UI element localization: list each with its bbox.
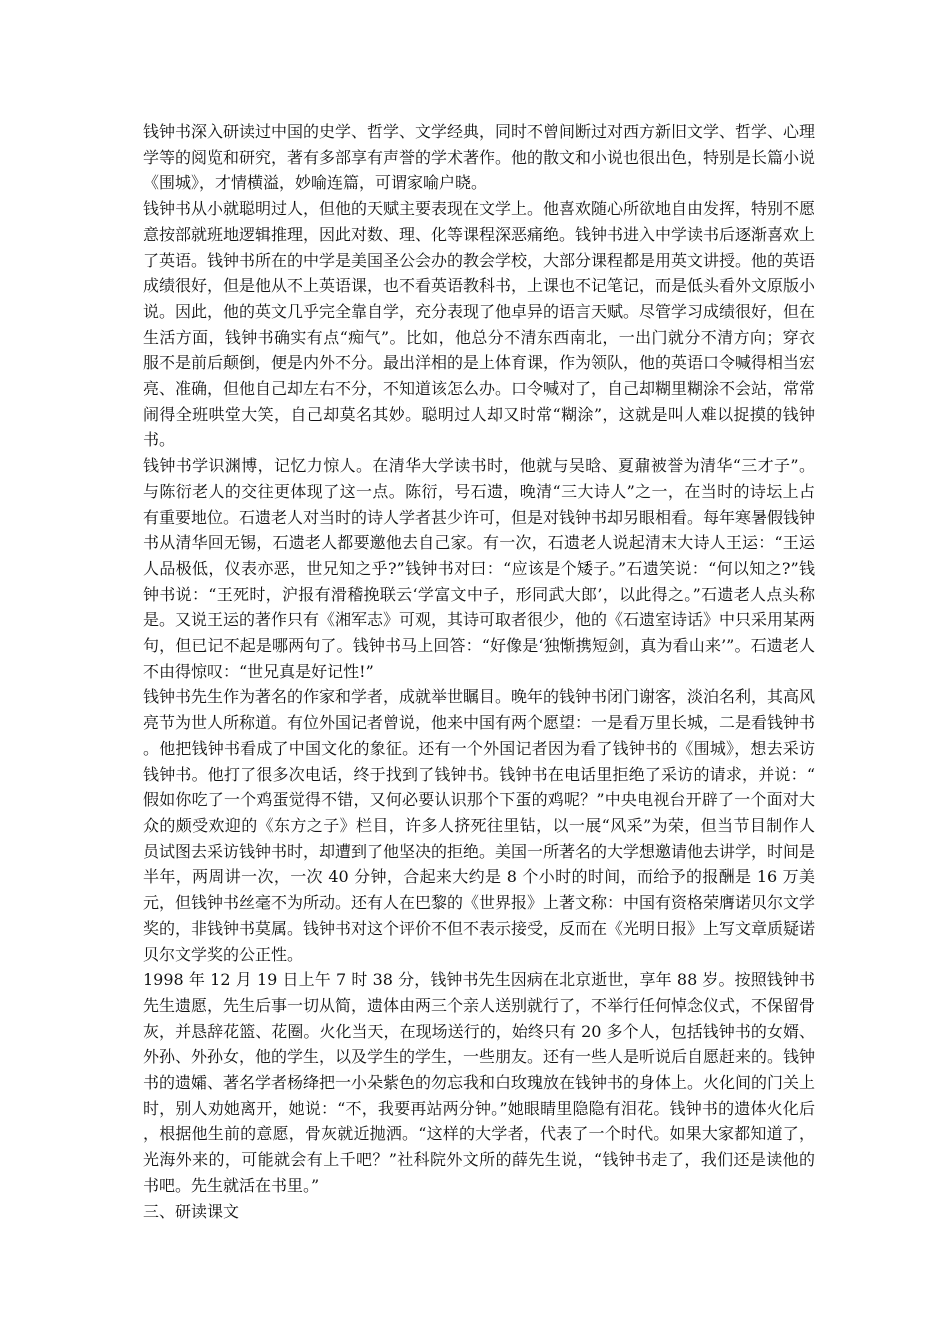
paragraph-childhood: 钱钟书从小就聪明过人，但他的天赋主要表现在文学上。他喜欢随心所欲地自由发挥，特别不愿意按部就班地逻辑推理，因此对数、理、化等课程深恶痛绝。钱钟书进入中学读书后逐渐喜欢上了英语。钱钟书所在的中学是美国圣公会办的教会学校，大部分课程都是用英文讲授。他的英语成绩很好，但是他从不上英语课，也不看英语教科书，上课也不记笔记，而是低头看外文原版小说。因此，他的英文几乎完全靠自学，充分表现了他卓异的语言天赋。尽管学习成绩很好，但在生活方面，钱钟书确实有点“痴气”。比如，他总分不清东西南北，一出门就分不清方向；穿衣服不是前后颠倒，便是内外不分。最出洋相的是上体育课，作为领队，他的英语口令喊得相当宏亮、准确，但他自己却左右不分，不知道该怎么办。口令喊对了，自己却糊里糊涂不会站，常常闹得全班哄堂大笑，自己却莫名其妙。聪明过人却又时常“糊涂”，这就是叫人难以捉摸的钱钟书。: [143, 199, 816, 450]
document-body: [143, 119, 815, 1224]
paragraph-intro-works: 钱钟书深入研读过中国的史学、哲学、文学经典，同时不曾间断过对西方新旧文学、哲学、心理学等的阅览和研究，著有多部享有声誉的学术著作。他的散文和小说也很出色，特别是长篇小说《围城》，才情横溢，妙喻连篇，可谓家喻户晓。: [143, 122, 816, 193]
paragraph-memory: 钱钟书学识渊博，记忆力惊人。在清华大学读书时，他就与吴晗、夏鼐被誉为清华“三才子”。与陈衍老人的交往更体现了这一点。陈衍，号石遗，晚清“三大诗人”之一，在当时的诗坛上占有重要地位。石遗老人对当时的诗人学者甚少许可，但是对钱钟书却另眼相看。每年寒暑假钱钟书从清华回无锡，石遗老人都要邀他去自己家。有一次，石遗老人说起清末大诗人王运：“王运人品极低，仪表亦恶，世兄知之乎?”钱钟书对曰：“应该是个矮子。”石遗笑说：“何以知之?”钱钟书说：“王死时，沪报有滑稽挽联云‘学富文中子，形同武大郎’，以此得之。”石遗老人点头称是。又说王运的著作只有《湘军志》可观，其诗可取者很少，他的《石遗室诗话》中只采用某两句，但已记不起是哪两句了。钱钟书马上回答：“好像是‘独惭携短剑，真为看山来’”。石遗老人不由得惊叹：“世兄真是好记性!”: [143, 456, 816, 681]
section-heading: 三、研读课文: [143, 1201, 240, 1221]
paragraph-death: 1998 年 12 月 19 日上午 7 时 38 分，钱钟书先生因病在北京逝世，享年 88 岁。按照钱钟书先生遗愿，先生后事一切从简，遗体由两三个亲人送别就行了，不举行任何悼念仪式，不保留骨灰，并恳辞花篮、花圈。火化当天，在现场送行的，始终只有 20 多个人，包括钱钟书的女婿、外孙、外孙女，他的学生，以及学生的学生，一些朋友。还有一些人是听说后自愿赶来的。钱钟书的遗孀、著名学者杨绛把一小朵紫色的勿忘我和白玫瑰放在钱钟书的身体上。火化间的门关上时，别人劝她离开，她说：“不，我要再站两分钟。”她眼睛里隐隐有泪花。钱钟书的遗体火化后，根据他生前的意愿，骨灰就近抛洒。“这样的大学者，代表了一个时代。如果大家都知道了，光海外来的，可能就会有上千吧？”社科院外文所的薛先生说，“钱钟书走了，我们还是读他的书吧。先生就活在书里。”: [143, 970, 816, 1195]
paragraph-later-years: 钱钟书先生作为著名的作家和学者，成就举世瞩目。晚年的钱钟书闭门谢客，淡泊名利，其高风亮节为世人所称道。有位外国记者曾说，他来中国有两个愿望：一是看万里长城，二是看钱钟书。他把钱钟书看成了中国文化的象征。还有一个外国记者因为看了钱钟书的《围城》，想去采访钱钟书。他打了很多次电话，终于找到了钱钟书。钱钟书在电话里拒绝了采访的请求，并说：“假如你吃了一个鸡蛋觉得不错，又何必要认识那个下蛋的鸡呢？”中央电视台开辟了一个面对大众的颇受欢迎的《东方之子》栏目，许多人挤死往里钻，以一展“风采”为荣，但当节目制作人员试图去采访钱钟书时，却遭到了他坚决的拒绝。美国一所著名的大学想邀请他去讲学，时间是半年，两周讲一次，一次 40 分钟，合起来大约是 8 个小时的时间，而给予的报酬是 16 万美元，但钱钟书丝毫不为所动。还有人在巴黎的《世界报》上著文称：中国有资格荣膺诺贝尔文学奖的，非钱钟书莫属。钱钟书对这个评价不但不表示接受，反而在《光明日报》上写文章质疑诺贝尔文学奖的公正性。: [143, 687, 816, 964]
